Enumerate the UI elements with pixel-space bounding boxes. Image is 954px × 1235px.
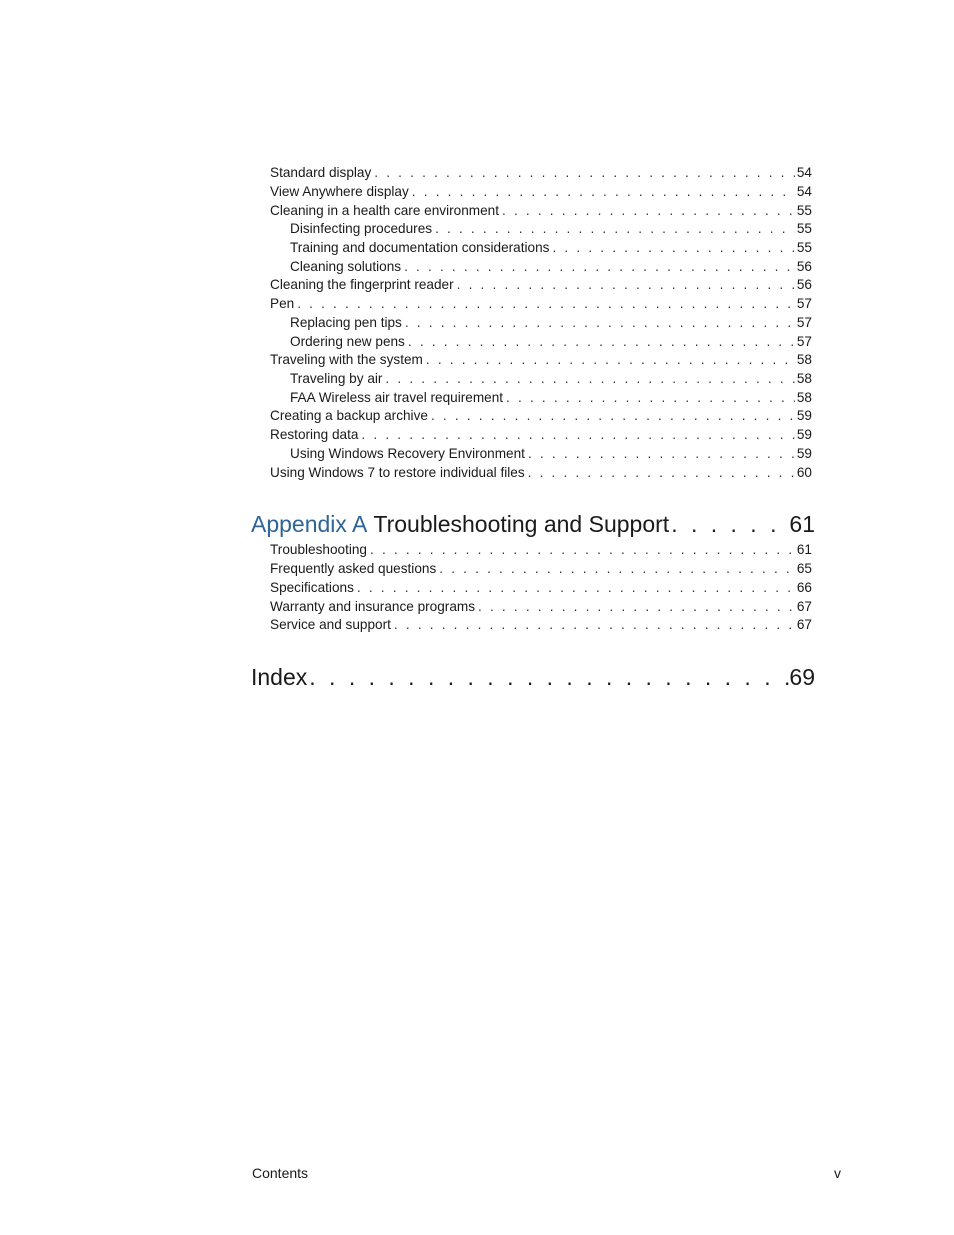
leader-dots [528, 444, 795, 463]
toc-entry-title: Ordering new pens [290, 334, 405, 349]
leader-dots [439, 559, 795, 578]
toc-entry-title: Traveling with the system [270, 352, 423, 367]
toc-subentry[interactable] [290, 313, 812, 332]
toc-entry-title: Training and documentation considerations [290, 240, 550, 255]
toc-entry-title: Service and support [270, 617, 391, 632]
toc-entry-title: Warranty and insurance programs [270, 599, 476, 614]
toc-entry-page: 58 [796, 390, 812, 405]
toc-entry-page: 67 [796, 617, 812, 632]
leader-dots [528, 463, 795, 482]
toc-entry-page: 55 [796, 221, 812, 236]
toc-entry-page: 59 [796, 427, 812, 442]
toc-entry[interactable] [270, 275, 812, 294]
toc-entry-page: 55 [796, 240, 812, 255]
toc-entry-title: Cleaning the fingerprint reader [270, 277, 454, 292]
leader-dots [502, 201, 795, 220]
toc-subentry[interactable] [290, 219, 812, 238]
leader-dots [412, 182, 795, 201]
toc-entry-title: Restoring data [270, 427, 359, 442]
toc-entry[interactable] [270, 578, 812, 597]
leader-dots [478, 597, 795, 616]
toc-entry[interactable] [270, 350, 812, 369]
toc-entry-page: 60 [796, 465, 812, 480]
toc-entry-title: Traveling by air [290, 371, 383, 386]
toc-entry-title: View Anywhere display [270, 184, 409, 199]
leader-dots [370, 540, 795, 559]
toc-entry-page: 57 [796, 315, 812, 330]
leader-dots [405, 313, 795, 332]
toc-subentry[interactable] [290, 388, 812, 407]
toc-entry-title: Specifications [270, 580, 354, 595]
appendix-title: Troubleshooting and Support [373, 511, 670, 537]
toc-entry[interactable] [270, 201, 812, 220]
leader-dots [309, 661, 789, 693]
toc-entry[interactable] [270, 294, 812, 313]
toc-entry-page: 65 [796, 561, 812, 576]
leader-dots [394, 615, 795, 634]
footer-section-label: Contents [252, 1165, 309, 1181]
appendix-page: 61 [789, 511, 815, 537]
footer-page-number: v [834, 1165, 841, 1181]
leader-dots [361, 425, 794, 444]
toc-entry[interactable] [270, 425, 812, 444]
toc-entry-title: Disinfecting procedures [290, 221, 433, 236]
toc-entry-title: FAA Wireless air travel requirement [290, 390, 504, 405]
toc-subentry[interactable] [290, 332, 812, 351]
toc-entry[interactable] [270, 163, 812, 182]
toc-subentry[interactable] [290, 238, 812, 257]
toc-entry-page: 66 [796, 580, 812, 595]
index-heading[interactable] [251, 661, 815, 693]
toc-entry-page: 58 [796, 371, 812, 386]
toc-entry-page: 57 [796, 334, 812, 349]
toc-entry-title: Creating a backup archive [270, 408, 428, 423]
toc-subentry[interactable] [290, 369, 812, 388]
leader-dots [457, 275, 795, 294]
toc-entry-title: Cleaning solutions [290, 259, 402, 274]
appendix-prefix: Appendix A [251, 511, 368, 537]
leader-dots [552, 238, 794, 257]
toc-entry-title: Cleaning in a health care environment [270, 203, 499, 218]
toc-entry[interactable] [270, 540, 812, 559]
leader-dots [506, 388, 795, 407]
toc-entry[interactable] [270, 615, 812, 634]
toc-entry-page: 61 [796, 542, 812, 557]
index-page: 69 [789, 664, 815, 690]
toc-entry[interactable] [270, 406, 812, 425]
toc-entry-title: Replacing pen tips [290, 315, 402, 330]
toc-entry[interactable] [270, 463, 812, 482]
toc-entry-page: 67 [796, 599, 812, 614]
index-title: Index [251, 664, 308, 690]
leader-dots [374, 163, 795, 182]
toc-subentry[interactable] [290, 444, 812, 463]
toc-entry-title: Standard display [270, 165, 372, 180]
toc-entry[interactable] [270, 182, 812, 201]
toc-entry-page: 55 [796, 203, 812, 218]
leader-dots [426, 350, 795, 369]
leader-dots [671, 508, 789, 540]
leader-dots [385, 369, 794, 388]
toc-entry[interactable] [270, 597, 812, 616]
toc-subentry[interactable] [290, 257, 812, 276]
appendix-heading[interactable] [251, 508, 815, 540]
toc-entry-page: 54 [796, 184, 812, 199]
leader-dots [357, 578, 795, 597]
leader-dots [435, 219, 795, 238]
toc-entry-title: Using Windows 7 to restore individual files [270, 465, 525, 480]
toc-entry-page: 56 [796, 259, 812, 274]
toc-entry-page: 59 [796, 446, 812, 461]
toc-entry[interactable] [270, 559, 812, 578]
leader-dots [408, 332, 795, 351]
toc-entry-page: 57 [796, 296, 812, 311]
toc-entry-title: Troubleshooting [270, 542, 367, 557]
toc-entry-page: 58 [796, 352, 812, 367]
toc-entry-title: Using Windows Recovery Environment [290, 446, 525, 461]
toc-entry-page: 56 [796, 277, 812, 292]
toc-entry-page: 59 [796, 408, 812, 423]
toc-entry-title: Pen [270, 296, 295, 311]
toc-entry-title: Frequently asked questions [270, 561, 437, 576]
leader-dots [431, 406, 795, 425]
leader-dots [297, 294, 795, 313]
toc-entry-page: 54 [796, 165, 812, 180]
leader-dots [404, 257, 795, 276]
